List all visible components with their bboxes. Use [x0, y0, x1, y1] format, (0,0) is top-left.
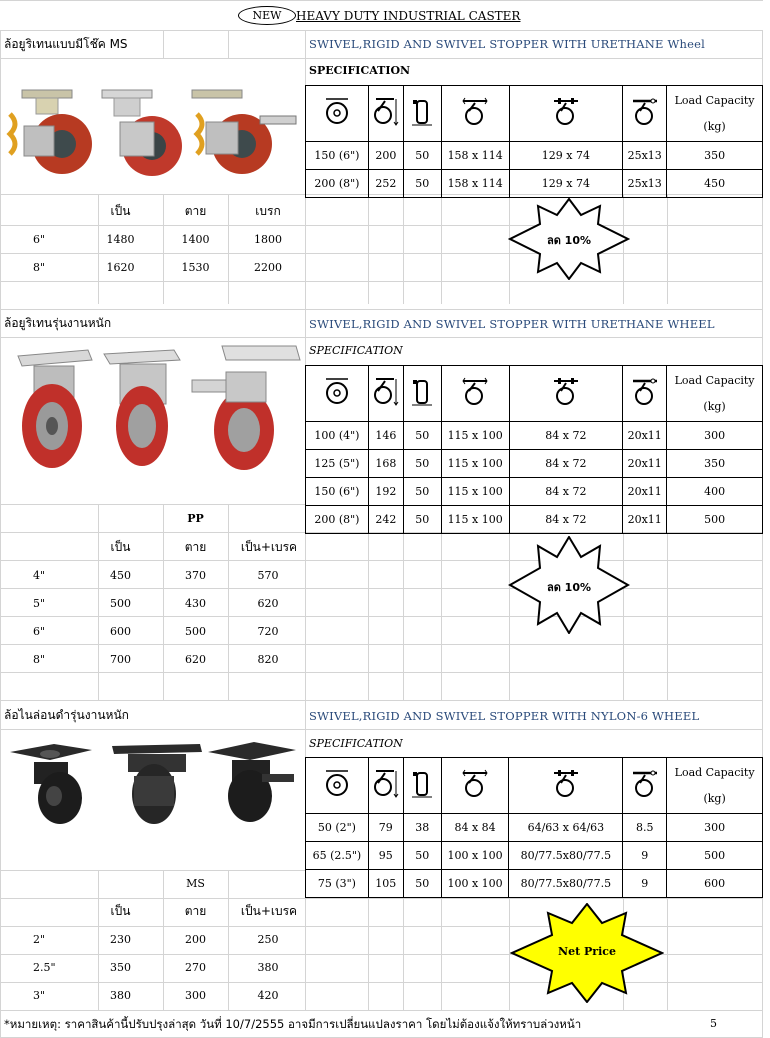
- price-size: 4": [33, 569, 46, 582]
- section-1-subtitle: SWIVEL,RIGID AND SWIVEL STOPPER WITH URETHANE Wheel: [309, 37, 705, 51]
- table-cell: 158 x 114: [441, 170, 509, 198]
- price-size: 5": [33, 597, 46, 610]
- table-cell: 84 x 72: [509, 450, 623, 478]
- price-value: 350: [110, 961, 131, 974]
- table-cell: 150 (6"): [306, 142, 369, 170]
- table-cell: 75 (3"): [306, 870, 369, 898]
- price-value: 620: [257, 597, 279, 610]
- bolt-hole-size-icon: [623, 366, 667, 422]
- price-header: เป็น: [110, 540, 131, 554]
- table-cell: 100 x 100: [441, 842, 509, 870]
- table-cell: 84 x 72: [509, 478, 623, 506]
- section-1-spec-table: [305, 85, 763, 198]
- price-value: 500: [185, 625, 206, 638]
- price-header: ตาย: [184, 540, 207, 554]
- table-cell: 80/77.5x80/77.5: [509, 842, 623, 870]
- price-value: 250: [257, 933, 279, 946]
- table-cell: 200: [368, 142, 403, 170]
- table-cell: 84 x 84: [441, 814, 509, 842]
- table-cell: 450: [667, 170, 763, 198]
- caster-photo-1: [10, 90, 92, 174]
- table-cell: 350: [667, 450, 763, 478]
- caster-photo-2: [104, 350, 180, 466]
- table-cell: 242: [368, 506, 403, 534]
- price-value: 450: [110, 569, 131, 582]
- price-value: 1530: [181, 261, 210, 274]
- price-header: เป็น+เบรค: [240, 540, 298, 554]
- price-value: 600: [110, 625, 131, 638]
- table-cell: 400: [667, 478, 763, 506]
- badge-text: NEW: [252, 9, 282, 22]
- table-cell: 158 x 114: [441, 142, 509, 170]
- table-cell: 125 (5"): [306, 450, 369, 478]
- section-1-title: ล้อยูริเทนแบบมีโช๊ค MS: [4, 37, 128, 51]
- wheel-diameter-icon: [306, 86, 369, 142]
- bolt-hole-spacing-icon: [509, 366, 623, 422]
- price-value: 430: [185, 597, 206, 610]
- table-row: [306, 870, 763, 898]
- table-cell: 105: [368, 870, 403, 898]
- header-badge: [238, 6, 296, 25]
- table-row: [306, 142, 763, 170]
- section-1-spec-label: SPECIFICATION: [309, 64, 411, 77]
- table-cell: 64/63 x 64/63: [509, 814, 623, 842]
- bolt-hole-spacing-icon: [509, 86, 623, 142]
- material-label: PP: [187, 512, 204, 525]
- section-2-caster-photos: [4, 342, 302, 472]
- overall-height-icon: [368, 366, 403, 422]
- table-cell: 20x11: [623, 506, 667, 534]
- table-row: [306, 478, 763, 506]
- caster-photo-1: [10, 744, 92, 824]
- caster-photo-3: [192, 90, 296, 174]
- table-cell: 9: [623, 842, 667, 870]
- price-value: 620: [185, 653, 206, 666]
- price-header: เบรก: [255, 204, 281, 218]
- table-row: [306, 506, 763, 534]
- table-cell: 115 x 100: [441, 478, 509, 506]
- table-row: [306, 170, 763, 198]
- table-cell: 25x13: [623, 170, 667, 198]
- promo-star-1: [508, 198, 630, 280]
- material-label: MS: [186, 877, 205, 890]
- promo-star-2: [508, 536, 630, 634]
- table-cell: 50: [403, 450, 441, 478]
- table-cell: 38: [403, 814, 441, 842]
- price-value: 1480: [106, 233, 135, 246]
- wheel-width-icon: [403, 366, 441, 422]
- caster-photo-2: [112, 744, 202, 824]
- price-value: 1400: [181, 233, 210, 246]
- table-cell: 65 (2.5"): [306, 842, 369, 870]
- section-3-title: ล้อไนล่อนดำรุ่นงานหนัก: [4, 708, 129, 722]
- price-header: เป็น+เบรค: [240, 904, 298, 918]
- table-cell: 50: [403, 842, 441, 870]
- table-cell: 500: [667, 506, 763, 534]
- price-size: 8": [33, 653, 46, 666]
- table-cell: 8.5: [623, 814, 667, 842]
- overall-height-icon: [368, 758, 403, 814]
- price-value: 1620: [106, 261, 135, 274]
- table-row: [306, 450, 763, 478]
- table-cell: 600: [667, 870, 763, 898]
- table-cell: 50 (2"): [306, 814, 369, 842]
- table-cell: 146: [368, 422, 403, 450]
- caster-photo-1: [18, 350, 92, 468]
- bolt-hole-spacing-icon: [509, 758, 623, 814]
- promo-star-3: [510, 903, 664, 1003]
- table-cell: 115 x 100: [441, 506, 509, 534]
- wheel-width-icon: [403, 758, 441, 814]
- price-value: 570: [257, 569, 279, 582]
- price-value: 300: [185, 989, 206, 1002]
- table-cell: 150 (6"): [306, 478, 369, 506]
- load-capacity-header: Load Capacity (kg): [667, 366, 763, 422]
- price-value: 370: [185, 569, 206, 582]
- promo-text: Net Price: [558, 945, 616, 958]
- top-plate-size-icon: [441, 758, 509, 814]
- price-size: 6": [33, 233, 46, 246]
- price-size: 6": [33, 625, 46, 638]
- price-value: 700: [110, 653, 131, 666]
- table-cell: 300: [667, 814, 763, 842]
- caster-photo-3: [208, 742, 296, 822]
- table-cell: 20x11: [623, 478, 667, 506]
- table-cell: 20x11: [623, 422, 667, 450]
- price-size: 8": [33, 261, 46, 274]
- table-cell: 129 x 74: [509, 170, 623, 198]
- table-cell: 300: [667, 422, 763, 450]
- table-cell: 50: [403, 142, 441, 170]
- table-cell: 20x11: [623, 450, 667, 478]
- table-cell: 50: [403, 478, 441, 506]
- table-cell: 50: [403, 422, 441, 450]
- wheel-diameter-icon: [306, 366, 369, 422]
- section-2-title: ล้อยูริเทนรุ่นงานหนัก: [4, 316, 112, 330]
- table-cell: 200 (8"): [306, 506, 369, 534]
- price-header: เป็น: [110, 904, 131, 918]
- section-3-spec-table: [305, 757, 763, 898]
- table-cell: 129 x 74: [509, 142, 623, 170]
- caster-photo-3: [192, 346, 300, 470]
- price-value: 270: [185, 961, 206, 974]
- price-header: ตาย: [184, 204, 207, 218]
- price-value: 420: [257, 989, 279, 1002]
- section-3-subtitle: SWIVEL,RIGID AND SWIVEL STOPPER WITH NYLON-6 WHEEL: [309, 709, 700, 723]
- promo-text: ลด 10%: [546, 581, 592, 594]
- table-cell: 95: [368, 842, 403, 870]
- price-value: 380: [257, 961, 279, 974]
- table-cell: 100 (4"): [306, 422, 369, 450]
- table-row: [306, 422, 763, 450]
- price-value: 200: [185, 933, 206, 946]
- price-value: 230: [110, 933, 131, 946]
- load-capacity-header: Load Capacity (kg): [667, 758, 763, 814]
- promo-text: ลด 10%: [546, 234, 592, 247]
- price-value: 2200: [254, 261, 282, 274]
- table-cell: 115 x 100: [441, 422, 509, 450]
- page-number: 5: [710, 1017, 717, 1030]
- bolt-hole-size-icon: [623, 758, 667, 814]
- section-3-spec-label: SPECIFICATION: [309, 737, 403, 750]
- section-1-caster-photos: [2, 86, 302, 178]
- page-title: HEAVY DUTY INDUSTRIAL CASTER: [296, 9, 521, 23]
- section-2-subtitle: SWIVEL,RIGID AND SWIVEL STOPPER WITH URETHANE WHEEL: [309, 317, 715, 331]
- wheel-diameter-icon: [306, 758, 369, 814]
- overall-height-icon: [368, 86, 403, 142]
- price-value: 1800: [254, 233, 282, 246]
- table-cell: 84 x 72: [509, 506, 623, 534]
- top-plate-size-icon: [441, 86, 509, 142]
- table-cell: 168: [368, 450, 403, 478]
- price-header: ตาย: [184, 904, 207, 918]
- table-cell: 200 (8"): [306, 170, 369, 198]
- table-cell: 350: [667, 142, 763, 170]
- table-cell: 25x13: [623, 142, 667, 170]
- table-row: [306, 842, 763, 870]
- wheel-width-icon: [403, 86, 441, 142]
- table-cell: 115 x 100: [441, 450, 509, 478]
- table-row: [306, 814, 763, 842]
- table-cell: 50: [403, 870, 441, 898]
- load-capacity-header: Load Capacity (kg): [667, 86, 763, 142]
- table-cell: 80/77.5x80/77.5: [509, 870, 623, 898]
- price-size: 2": [33, 933, 46, 946]
- top-plate-size-icon: [441, 366, 509, 422]
- table-cell: 252: [368, 170, 403, 198]
- section-2-spec-label: SPECIFICATION: [309, 344, 403, 357]
- price-value: 720: [257, 625, 279, 638]
- table-cell: 50: [403, 170, 441, 198]
- price-value: 820: [257, 653, 279, 666]
- table-cell: 100 x 100: [441, 870, 509, 898]
- table-cell: 9: [623, 870, 667, 898]
- price-size: 3": [33, 989, 46, 1002]
- bolt-hole-size-icon: [623, 86, 667, 142]
- table-cell: 79: [368, 814, 403, 842]
- table-cell: 500: [667, 842, 763, 870]
- section-3-caster-photos: [4, 738, 302, 834]
- footer-note: *หมายเหตุ: ราคาสินค้านี้ปรับปรุงล่าสุด วันที่ 10/7/2555 อาจมีการเปลี่ยนแปลงราคา โดยไม่ต้องแจ้งให้ทราบล่วงหน้า: [4, 1017, 582, 1031]
- caster-photo-2: [102, 90, 182, 176]
- price-size: 2.5": [33, 961, 56, 974]
- table-cell: 192: [368, 478, 403, 506]
- section-2-spec-table: [305, 365, 763, 534]
- table-cell: 50: [403, 506, 441, 534]
- price-header: เป็น: [110, 204, 131, 218]
- price-value: 380: [110, 989, 131, 1002]
- price-value: 500: [110, 597, 131, 610]
- table-cell: 84 x 72: [509, 422, 623, 450]
